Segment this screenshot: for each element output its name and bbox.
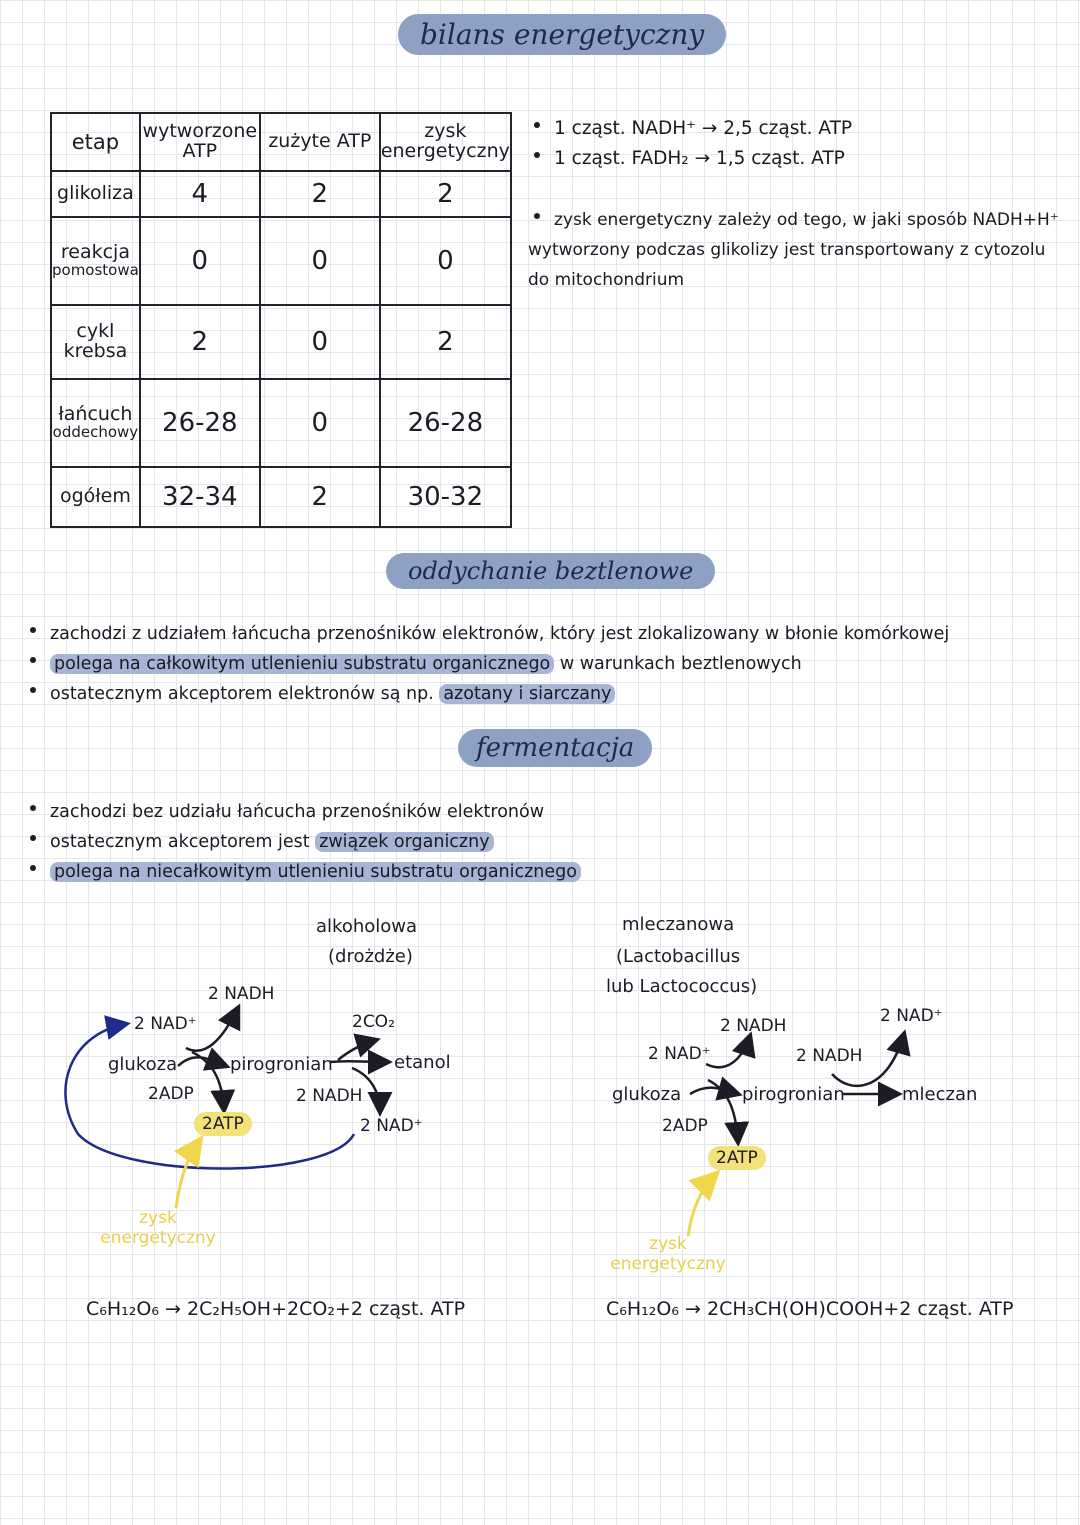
- alk-subtitle: (drożdże): [328, 946, 413, 967]
- mlecz-nad-left: 2 NAD⁺: [648, 1044, 711, 1064]
- note-zysk-line3: do mitochondrium: [528, 270, 685, 290]
- fermentacja-bullet-1: zachodzi bez udziału łańcucha przenośników elektronów: [30, 802, 544, 822]
- cell-zuzyte: 2: [260, 171, 380, 217]
- alk-nad-left: 2 NAD⁺: [134, 1014, 197, 1034]
- cell-wytworzone: 32-34: [140, 467, 260, 527]
- row-etap-lancuch: łańcuch oddechowy: [51, 379, 140, 467]
- fermentacja-bullet-3: polega na niecałkowitym utlenieniu substratu organicznego: [30, 862, 581, 882]
- alk-adp-to-atp-arrow: [192, 1052, 224, 1110]
- alk-zysk: zysk energetyczny: [100, 1208, 216, 1249]
- alk-adp: 2ADP: [148, 1084, 194, 1104]
- mlecz-subtitle-2: lub Lactococcus): [606, 976, 758, 997]
- cell-zysk: 2: [380, 171, 511, 217]
- alk-atp: 2ATP: [194, 1112, 252, 1136]
- cell-zuzyte: 2: [260, 467, 380, 527]
- alk-pirogronian: pirogronian: [230, 1054, 333, 1075]
- mlecz-atp: 2ATP: [708, 1146, 766, 1170]
- cell-zuzyte: 0: [260, 305, 380, 379]
- cell-wytworzone: 4: [140, 171, 260, 217]
- cell-wytworzone: 2: [140, 305, 260, 379]
- title-oddychanie-beztlenowe: oddychanie beztlenowe: [386, 553, 715, 589]
- cell-zysk: 0: [380, 217, 511, 305]
- alk-glukoza: glukoza: [108, 1054, 178, 1075]
- mlecz-nad-right: 2 NAD⁺: [880, 1006, 943, 1026]
- fermentacja-bullet-2: ostatecznym akceptorem jest związek organiczny: [30, 832, 494, 852]
- mlecz-glukoza-to-pirogronian-arrow: [690, 1088, 738, 1094]
- cell-zysk: 2: [380, 305, 511, 379]
- mlecz-zysk: zysk energetyczny: [610, 1234, 726, 1275]
- mlecz-zysk-arrow: [688, 1174, 716, 1236]
- mlecz-adp: 2ADP: [662, 1116, 708, 1136]
- mlecz-pirogronian: pirogronian: [742, 1084, 845, 1105]
- beztlenowe-bullet-3: ostatecznym akceptorem elektronów są np. azotany i siarczany: [30, 684, 615, 704]
- beztlenowe-bullet-2: polega na całkowitym utlenieniu substratu organicznego w warunkach beztlenowych: [30, 654, 802, 674]
- header-wytworzone: wytworzone ATP: [140, 113, 260, 171]
- header-zysk: zysk energetyczny: [380, 113, 511, 171]
- note-zysk-line1: zysk energetyczny zależy od tego, w jaki sposób NADH+H⁺: [534, 210, 1059, 230]
- mlecz-nad-to-nadh-arrow: [706, 1036, 750, 1067]
- mlecz-mleczan: mleczan: [902, 1084, 978, 1105]
- mlecz-glukoza: glukoza: [612, 1084, 682, 1105]
- mlecz-nadh-mid: 2 NADH: [796, 1046, 863, 1066]
- header-etap: etap: [51, 113, 140, 171]
- cell-wytworzone: 0: [140, 217, 260, 305]
- alk-co2-arrow: [338, 1040, 376, 1060]
- alk-zysk-arrow: [176, 1140, 200, 1208]
- cell-zuzyte: 0: [260, 217, 380, 305]
- alk-title: alkoholowa: [316, 916, 418, 937]
- note-zysk-line2: wytworzony podczas glikolizy jest transportowany z cytozolu: [528, 240, 1046, 260]
- cell-wytworzone: 26-28: [140, 379, 260, 467]
- cell-zysk: 26-28: [380, 379, 511, 467]
- mlecz-nadh-top: 2 NADH: [720, 1016, 787, 1036]
- row-etap-glikoliza: glikoliza: [51, 171, 140, 217]
- header-zuzyte: zużyte ATP: [260, 113, 380, 171]
- alk-nadh-mid: 2 NADH: [296, 1086, 363, 1106]
- row-etap-cykl: cykl krebsa: [51, 305, 140, 379]
- alk-nad-right: 2 NAD⁺: [360, 1116, 423, 1136]
- title-fermentacja: fermentacja: [458, 729, 652, 767]
- mlecz-equation: C₆H₁₂O₆ → 2CH₃CH(OH)COOH+2 cząst. ATP: [606, 1298, 1014, 1320]
- mlecz-title: mleczanowa: [622, 914, 735, 935]
- alk-equation: C₆H₁₂O₆ → 2C₂H₅OH+2CO₂+2 cząst. ATP: [86, 1298, 466, 1320]
- beztlenowe-bullet-1: zachodzi z udziałem łańcucha przenośników elektronów, który jest zlokalizowany w błonie komórkowej: [30, 624, 949, 644]
- alk-pirogronian-to-etanol-arrow: [330, 1061, 388, 1062]
- note-fadh: 1 cząst. FADH₂ → 1,5 cząst. ATP: [534, 148, 845, 169]
- alk-etanol: etanol: [394, 1052, 451, 1073]
- alk-nadh-top: 2 NADH: [208, 984, 275, 1004]
- cell-zysk: 30-32: [380, 467, 511, 527]
- row-etap-ogolem: ogółem: [51, 467, 140, 527]
- mlecz-subtitle-1: (Lactobacillus: [616, 946, 741, 967]
- title-bilans-energetyczny: bilans energetyczny: [398, 14, 726, 55]
- row-etap-reakcja: reakcja pomostowa: [51, 217, 140, 305]
- note-nadh: 1 cząst. NADH⁺ → 2,5 cząst. ATP: [534, 118, 852, 139]
- alk-co2: 2CO₂: [352, 1012, 395, 1032]
- cell-zuzyte: 0: [260, 379, 380, 467]
